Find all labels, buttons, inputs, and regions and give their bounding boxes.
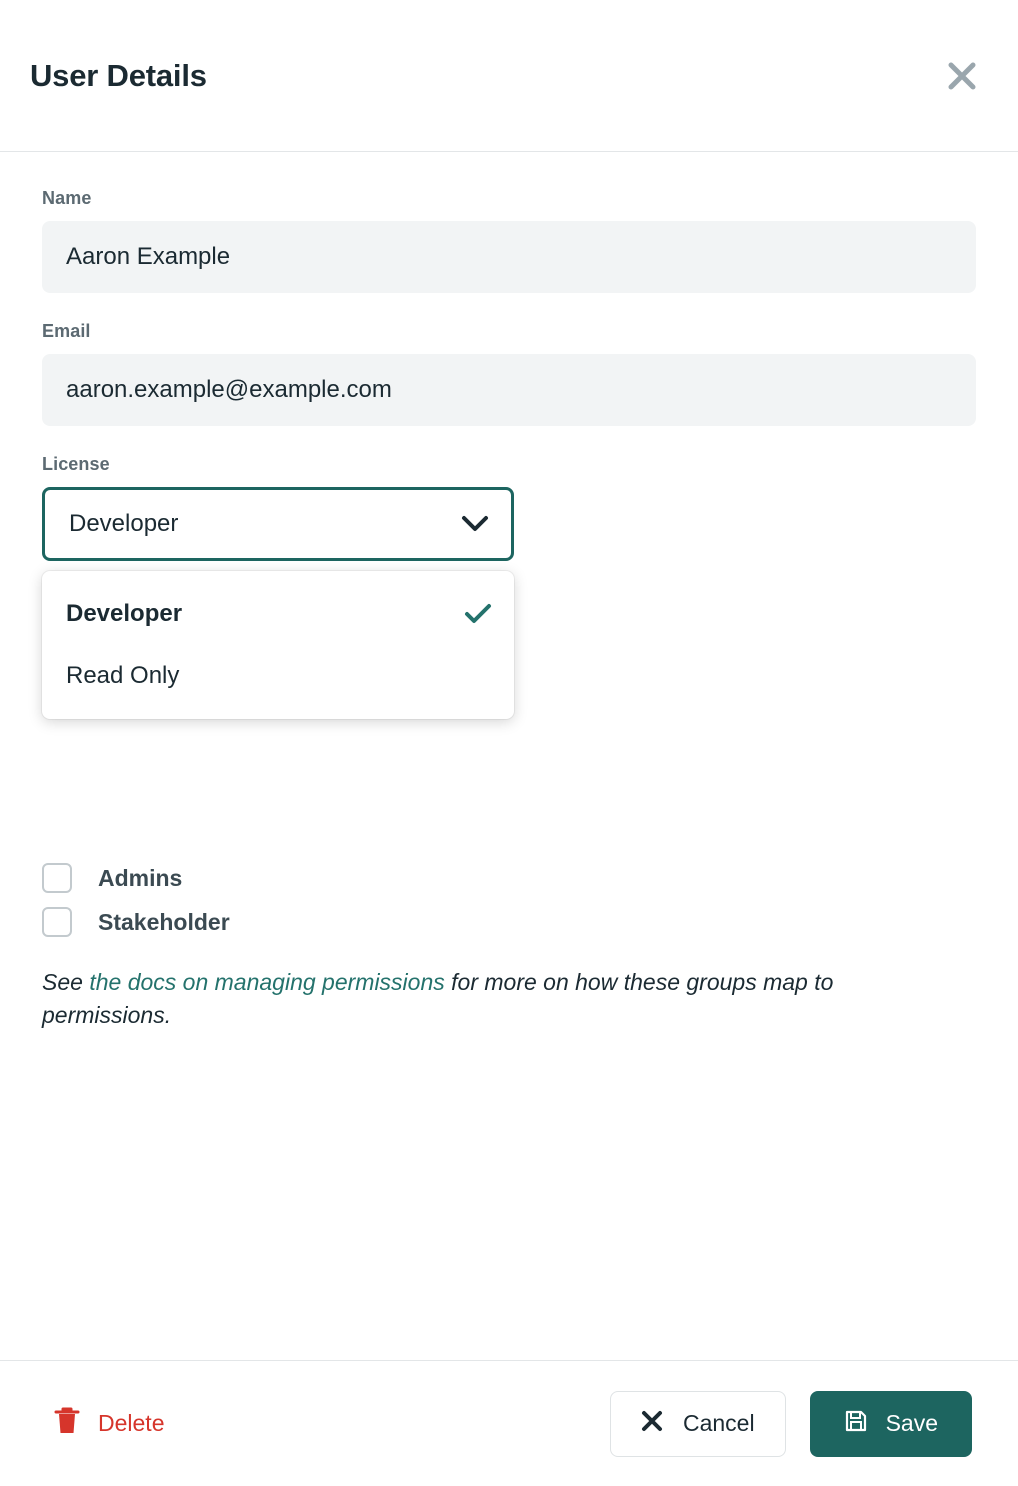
footer-actions [610, 1391, 972, 1457]
close-icon [641, 1410, 663, 1438]
save-button[interactable] [810, 1391, 972, 1457]
docs-permissions-link[interactable]: the docs on managing permissions [89, 969, 445, 995]
help-suffix: for more on how these groups map to permissions. [42, 969, 834, 1029]
email-field-block [42, 321, 976, 426]
name-label: Name [42, 188, 92, 208]
email-input[interactable] [42, 354, 976, 426]
license-label: License [42, 454, 110, 474]
save-label: Save [885, 1410, 938, 1436]
license-select-wrap [42, 487, 514, 689]
save-disk-icon [844, 1409, 868, 1439]
name-input[interactable] [42, 221, 976, 293]
checkbox-admins[interactable] [42, 863, 72, 893]
license-selected-value: Developer [69, 510, 179, 537]
group-row-admins [42, 856, 976, 900]
close-icon [947, 61, 977, 91]
group-label-stakeholder: Stakeholder [98, 908, 230, 935]
license-option-label: Read Only [66, 662, 180, 689]
checkbox-stakeholder[interactable] [42, 907, 72, 937]
dialog-footer [0, 1360, 1018, 1486]
cancel-button[interactable] [610, 1391, 786, 1457]
groups-section [42, 856, 976, 1033]
dialog-header [0, 0, 1018, 152]
chevron-down-icon [461, 515, 489, 533]
page-title: User Details [30, 57, 207, 93]
email-label: Email [42, 321, 91, 341]
license-option-developer[interactable] [42, 583, 514, 645]
delete-label: Delete [98, 1410, 165, 1436]
license-field-block [42, 454, 976, 689]
close-button[interactable] [940, 54, 984, 98]
name-field-block [42, 188, 976, 293]
trash-icon [54, 1406, 80, 1442]
group-label-admins: Admins [98, 864, 183, 891]
delete-button[interactable] [40, 1396, 178, 1452]
groups-help-text [42, 966, 952, 1033]
help-prefix: See [42, 969, 90, 995]
check-icon [464, 603, 492, 625]
license-option-read-only[interactable] [42, 645, 514, 707]
license-dropdown-menu [42, 571, 514, 719]
dialog-body [0, 152, 1018, 1360]
group-row-stakeholder [42, 900, 976, 944]
cancel-label: Cancel [682, 1410, 755, 1436]
license-select[interactable] [42, 487, 514, 561]
license-option-label: Developer [66, 600, 183, 627]
